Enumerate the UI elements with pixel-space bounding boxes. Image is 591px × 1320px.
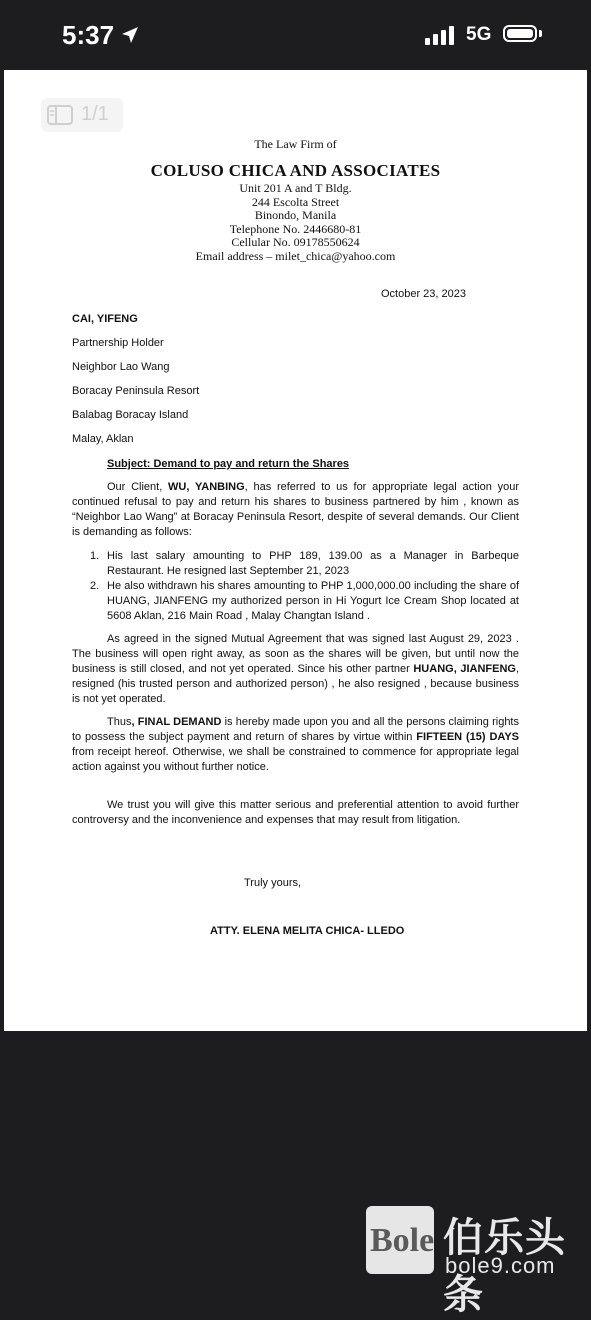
network-type: 5G (466, 24, 492, 45)
address-line: Binondo, Manila (254, 208, 337, 222)
list-text: His last salary amounting to PHP 189, 139.00 as a Manager in Barbeque Restaurant. He resigned last September 21, 2023 (107, 550, 519, 577)
signatory: ATTY. ELENA MELITA CHICA- LLEDO (210, 925, 405, 937)
recipient-line: Boracay Peninsula Resort (72, 385, 200, 397)
list-number: 1. (90, 550, 100, 562)
address-line: Cellular No. 09178550624 (231, 235, 360, 249)
cellular-signal-icon (425, 26, 457, 51)
list-item (90, 579, 519, 624)
subject-line: Subject: Demand to pay and return the Shares (107, 458, 350, 470)
address-line: Unit 201 A and T Bldg. (239, 181, 352, 195)
paragraph-1: Our Client, WU, YANBING, has referred to us for appropriate legal action your continued refusal to pay and return his shares to business partnered by him , known as “Neighbor Lao Wang” at Boracay Peninsula Resort, despite of several demands. Our Client is demanding as follows: (72, 481, 519, 538)
paragraph-4: We trust you will give this matter serious and preferential attention to avoid further controversy and the inconvenience and expenses that may result from litigation. (72, 799, 519, 826)
letter-date: October 23, 2023 (381, 288, 467, 300)
recipient-line: Partnership Holder (72, 337, 164, 349)
location-arrow-icon (121, 26, 139, 49)
address-line: Telephone No. 2446680-81 (229, 221, 362, 236)
watermark-brand: 伯乐头条 (443, 1216, 566, 1317)
sidebar-toggle-icon[interactable] (47, 105, 73, 125)
clock-time: 5:37 (62, 20, 115, 50)
address-line: Email address – milet_chica@yahoo.com (195, 248, 396, 263)
watermark (366, 1206, 591, 1317)
firm-name: COLUSO CHICA AND ASSOCIATES (150, 161, 441, 180)
address-line: 244 Escolta Street (251, 194, 340, 209)
status-bar (0, 0, 591, 70)
page-indicator[interactable] (41, 98, 123, 132)
paragraph-2: As agreed in the signed Mutual Agreement that was signed last August 29, 2023 . The business will open right away, as soon as the shares will be given, but until now the business is still closed, and not yet operated. Since his other partner HUANG, JIANFENG, resigned (his trusted person and authorized person) , he also resigned , because business is not yet operated. (72, 633, 520, 705)
watermark-url: bole9.com (445, 1253, 556, 1278)
list-number: 2. (90, 580, 100, 592)
recipient-line: Neighbor Lao Wang (72, 361, 170, 373)
battery-icon (503, 25, 537, 42)
firm-address (4, 182, 587, 263)
battery-tip (539, 30, 542, 37)
watermark-logo: Bole (366, 1206, 434, 1274)
list-text: He also withdrawn his shares amounting to PHP 1,000,000.00 including the share of HUANG, JIANFENG my authorized person in Hi Yogurt Ice Cream Shop located at 5608 Aklan, 216 Main Road , Malay Changtan Island . (107, 580, 519, 622)
recipient-line: Balabag Boracay Island (72, 409, 189, 421)
page-count: 1/1 (81, 103, 109, 125)
letterhead-intro: The Law Firm of (254, 137, 337, 151)
document-page (4, 70, 587, 1031)
recipient-name: CAI, YIFENG (72, 313, 138, 325)
recipient-line: Malay, Aklan (72, 433, 134, 445)
list-item (90, 549, 519, 579)
paragraph-3: Thus, FINAL DEMAND is hereby made upon you and all the persons claiming rights to possess the subject payment and return of shares by virtue within FIFTEEN (15) DAYS from receipt hereof. Otherwise, we shall be constrained to commence for appropriate legal action against you without further notice. (72, 716, 519, 773)
closing: Truly yours, (244, 877, 302, 889)
